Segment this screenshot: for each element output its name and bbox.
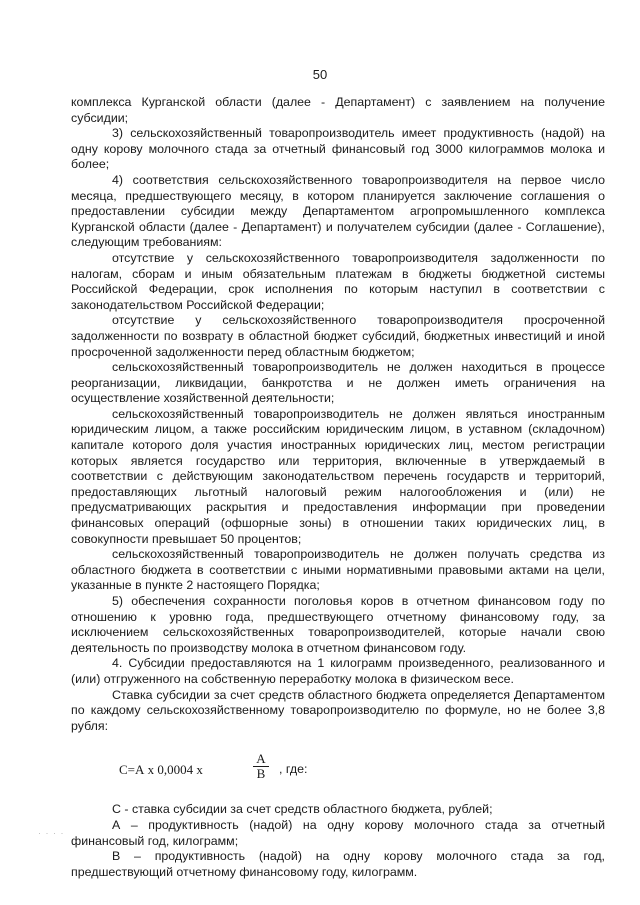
paragraph: сельскохозяйственный товаропроизводитель не должен являться иностранным юридическим лицом, а также российским юридическим лицом, в уставном (складочном) капитале которого доля участия иностранных юридических лиц, местом регистрации которых является государство или территория, включенные в утверждаемый в соответствии с действующим законодательством перечень государств и территорий, предоставляющих льготный налоговый режим налогообложения и (или) не предусматривающих раскрытия и предоставления информации при проведении финансовых операций (офшорные зоны) в отношении таких юридических лиц, в совокупности превышает 50 процентов; (71, 406, 605, 546)
paragraph: отсутствие у сельскохозяйственного товаропроизводителя просроченной задолженности по возврату в областной бюджет субсидий, бюджетных инвестиций и иной просроченной задолженности перед областным бюджетом; (71, 313, 605, 359)
document-body (71, 95, 605, 880)
formula-fraction (253, 752, 269, 781)
formula-expression: С=А х 0,0004 х (119, 762, 203, 778)
paragraph: 3) сельскохозяйственный товаропроизводитель имеет продуктивность (надой) на одну корову молочного стада за отчетный финансовый год 3000 килограммов молока и более; (71, 126, 605, 172)
paragraph: комплекса Курганской области (далее - Департамент) с заявлением на получение субсидии; (71, 95, 605, 125)
paragraph: отсутствие у сельскохозяйственного товаропроизводителя задолженности по налогам, сборам и иным обязательным платежам в бюджеты бюджетной системы Российской Федерации, срок исполнения по которым наступил в соответствии с законодательством Российской Федерации; (71, 250, 605, 312)
paragraph: Ставка субсидии за счет средств областного бюджета определяется Департаментом по каждому сельскохозяйственному товаропроизводителю по формуле, но не более 3,8 рубля: (71, 687, 605, 733)
paragraph: 5) обеспечения сохранности поголовья коров в отчетном финансовом году по отношению к уровню года, предшествующего отчетному финансовому году, за исключением сельскохозяйственных товаропроизводителей, которые начали свою деятельность по производству молока в отчетном финансовом году. (71, 594, 605, 655)
paragraph-list (71, 95, 605, 734)
formula-tail: , где: (279, 762, 308, 777)
formula-numerator: А (253, 752, 269, 767)
paragraph: сельскохозяйственный товаропроизводитель не должен получать средства из областного бюджета в соответствии с иными нормативными правовыми актами на цели, указанные в пункте 2 настоящего Порядка; (71, 547, 605, 593)
definition-paragraph: С - ставка субсидии за счет средств областного бюджета, рублей; (112, 802, 493, 817)
margin-mark: · · · · (38, 828, 65, 838)
page-number: 50 (312, 67, 328, 82)
paragraph: сельскохозяйственный товаропроизводитель не должен находиться в процессе реорганизации, ликвидации, банкротства и не должен иметь ограничения на осуществление хозяйственной деятельности; (71, 360, 605, 406)
definition-paragraph: А – продуктивность (надой) на одну корову молочного стада за отчетный финансовый год, килограмм; (71, 817, 605, 848)
formula-denominator: В (256, 766, 266, 782)
definition-list (71, 802, 605, 880)
subsidy-rate-formula (119, 746, 605, 792)
definition-paragraph: В – продуктивность (надой) на одну корову молочного стада за год, предшествующий отчетному финансовому году, килограмм. (71, 849, 605, 879)
paragraph: 4. Субсидии предоставляются на 1 килограмм произведенного, реализованного и (или) отгруженного на собственную переработку молока в физическом весе. (71, 656, 605, 686)
paragraph: 4) соответствия сельскохозяйственного товаропроизводителя на первое число месяца, предшествующего месяцу, в котором планируется заключение соглашения о предоставлении субсидии между Департаментом агропромышленного комплекса Курганской области (далее - Департамент) и получателем субсидии (далее - Соглашение), следующим требованиям: (71, 172, 605, 250)
